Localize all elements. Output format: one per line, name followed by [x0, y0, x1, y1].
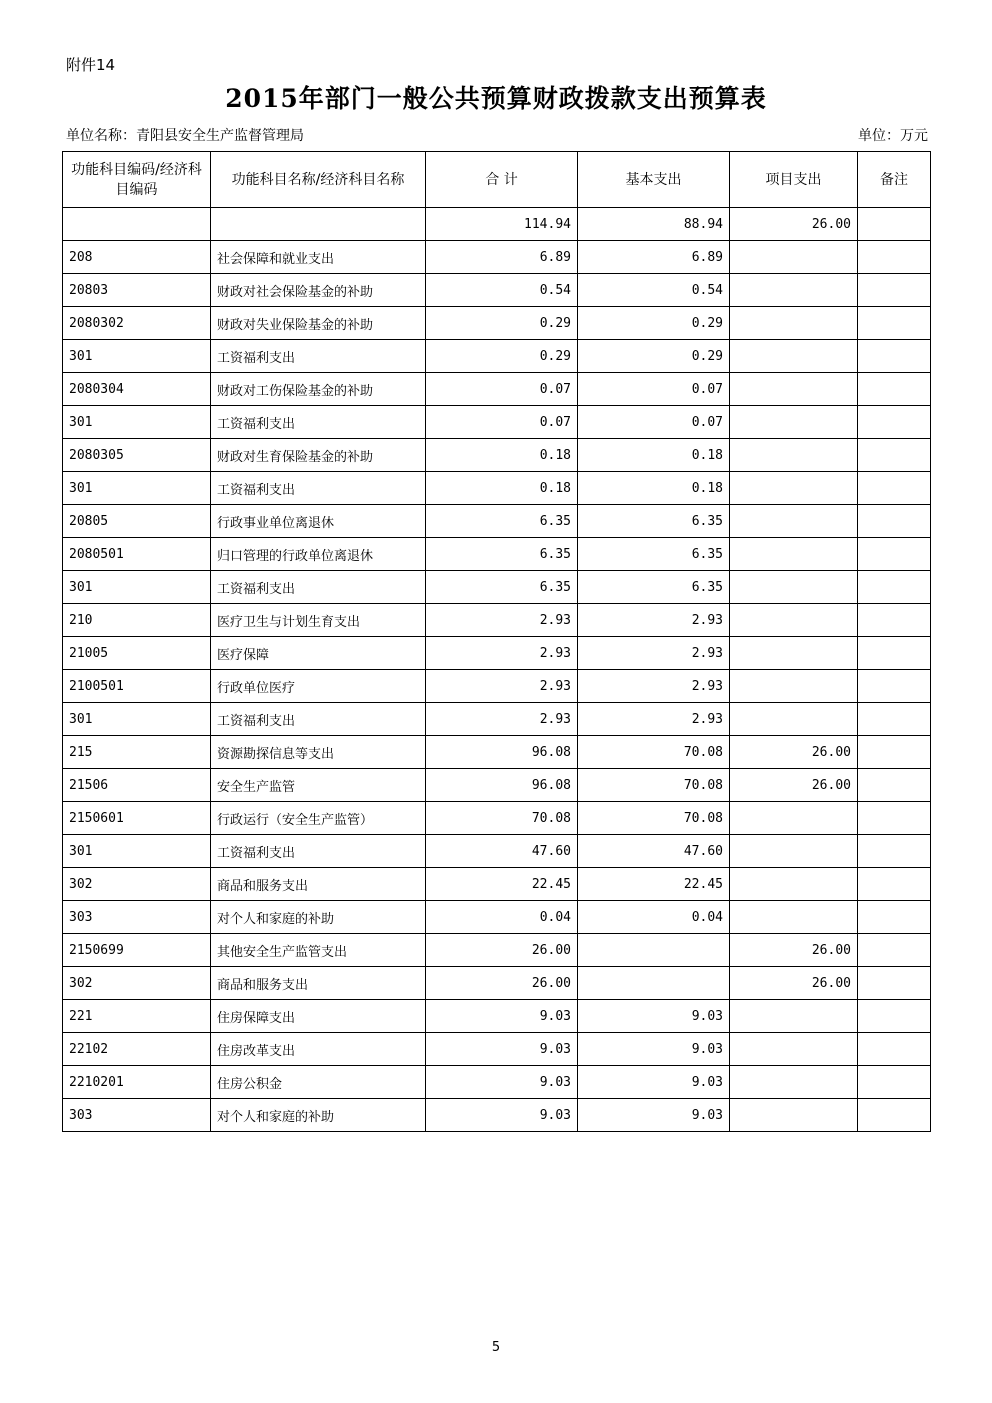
- cell-basic: 2.93: [578, 670, 730, 703]
- cell-project: [730, 406, 858, 439]
- cell-basic: 88.94: [578, 208, 730, 241]
- table-row: [63, 1033, 931, 1066]
- cell-project: [730, 307, 858, 340]
- table-row: [63, 901, 931, 934]
- table-row: [63, 538, 931, 571]
- table-row: [63, 505, 931, 538]
- cell-remark: [858, 307, 931, 340]
- table-row: [63, 208, 931, 241]
- cell-name: 工资福利支出: [211, 472, 426, 505]
- cell-total: 0.04: [426, 901, 578, 934]
- cell-project: [730, 571, 858, 604]
- cell-code: 301: [63, 703, 211, 736]
- attachment-label: 附件14: [66, 56, 116, 74]
- cell-project: [730, 505, 858, 538]
- cell-total: 6.89: [426, 241, 578, 274]
- cell-code: 303: [63, 901, 211, 934]
- table-row: [63, 802, 931, 835]
- cell-name: 行政事业单位离退休: [211, 505, 426, 538]
- cell-remark: [858, 538, 931, 571]
- table-row: [63, 340, 931, 373]
- table-header: [63, 152, 931, 208]
- cell-project: [730, 241, 858, 274]
- cell-total: 9.03: [426, 1033, 578, 1066]
- cell-basic: 0.18: [578, 439, 730, 472]
- cell-basic: 9.03: [578, 1033, 730, 1066]
- cell-project: [730, 340, 858, 373]
- cell-total: 6.35: [426, 505, 578, 538]
- cell-remark: [858, 967, 931, 1000]
- cell-total: 2.93: [426, 670, 578, 703]
- cell-code: 303: [63, 1099, 211, 1132]
- cell-code: 2080501: [63, 538, 211, 571]
- cell-code: 2080302: [63, 307, 211, 340]
- cell-code: 2080305: [63, 439, 211, 472]
- cell-project: 26.00: [730, 208, 858, 241]
- cell-project: 26.00: [730, 934, 858, 967]
- cell-name: 行政运行（安全生产监管）: [211, 802, 426, 835]
- cell-name: 对个人和家庭的补助: [211, 901, 426, 934]
- unit-measure-label: 单位：万元: [858, 128, 928, 144]
- table-row: [63, 274, 931, 307]
- page-title: 2015年部门一般公共预算财政拨款支出预算表: [225, 84, 767, 113]
- cell-project: [730, 604, 858, 637]
- cell-basic: 0.29: [578, 340, 730, 373]
- cell-name: 住房公积金: [211, 1066, 426, 1099]
- cell-remark: [858, 439, 931, 472]
- column-header-project: 项目支出: [730, 152, 858, 208]
- cell-remark: [858, 901, 931, 934]
- cell-name: [211, 208, 426, 241]
- cell-remark: [858, 637, 931, 670]
- cell-basic: 9.03: [578, 1099, 730, 1132]
- table-row: [63, 373, 931, 406]
- cell-remark: [858, 472, 931, 505]
- cell-name: 归口管理的行政单位离退休: [211, 538, 426, 571]
- cell-total: 0.18: [426, 439, 578, 472]
- cell-total: 9.03: [426, 1066, 578, 1099]
- meta-row: [66, 125, 928, 145]
- cell-code: 215: [63, 736, 211, 769]
- cell-project: [730, 901, 858, 934]
- cell-remark: [858, 340, 931, 373]
- cell-basic: 70.08: [578, 769, 730, 802]
- cell-remark: [858, 1099, 931, 1132]
- cell-name: 住房改革支出: [211, 1033, 426, 1066]
- cell-name: 住房保障支出: [211, 1000, 426, 1033]
- cell-name: 资源勘探信息等支出: [211, 736, 426, 769]
- cell-total: 9.03: [426, 1000, 578, 1033]
- cell-remark: [858, 406, 931, 439]
- table-row: [63, 934, 931, 967]
- cell-project: [730, 472, 858, 505]
- cell-project: 26.00: [730, 967, 858, 1000]
- cell-total: 70.08: [426, 802, 578, 835]
- cell-code: 221: [63, 1000, 211, 1033]
- cell-total: 96.08: [426, 769, 578, 802]
- table-row: [63, 307, 931, 340]
- cell-basic: 0.07: [578, 373, 730, 406]
- cell-basic: 2.93: [578, 604, 730, 637]
- cell-basic: [578, 967, 730, 1000]
- cell-code: 302: [63, 868, 211, 901]
- cell-name: 工资福利支出: [211, 703, 426, 736]
- cell-name: 财政对社会保险基金的补助: [211, 274, 426, 307]
- cell-project: [730, 1033, 858, 1066]
- table-row: [63, 703, 931, 736]
- page-number: 5: [491, 1340, 501, 1355]
- cell-project: [730, 703, 858, 736]
- cell-basic: 70.08: [578, 736, 730, 769]
- cell-name: 医疗卫生与计划生育支出: [211, 604, 426, 637]
- cell-remark: [858, 1000, 931, 1033]
- table-row: [63, 604, 931, 637]
- cell-remark: [858, 802, 931, 835]
- cell-code: 2150699: [63, 934, 211, 967]
- table-row: [63, 1066, 931, 1099]
- cell-remark: [858, 934, 931, 967]
- cell-remark: [858, 604, 931, 637]
- cell-total: 2.93: [426, 703, 578, 736]
- column-header-basic: 基本支出: [578, 152, 730, 208]
- cell-basic: 22.45: [578, 868, 730, 901]
- cell-basic: 0.29: [578, 307, 730, 340]
- table-row: [63, 241, 931, 274]
- cell-remark: [858, 868, 931, 901]
- cell-remark: [858, 1033, 931, 1066]
- cell-code: 21005: [63, 637, 211, 670]
- column-header-remark: 备注: [858, 152, 931, 208]
- cell-code: 2100501: [63, 670, 211, 703]
- cell-basic: 2.93: [578, 703, 730, 736]
- cell-basic: 9.03: [578, 1000, 730, 1033]
- cell-remark: [858, 274, 931, 307]
- cell-total: 6.35: [426, 538, 578, 571]
- cell-total: 2.93: [426, 604, 578, 637]
- cell-code: 2210201: [63, 1066, 211, 1099]
- cell-code: 301: [63, 835, 211, 868]
- cell-name: 行政单位医疗: [211, 670, 426, 703]
- table-row: [63, 472, 931, 505]
- table-row: [63, 868, 931, 901]
- cell-basic: 47.60: [578, 835, 730, 868]
- cell-basic: 0.07: [578, 406, 730, 439]
- cell-total: 26.00: [426, 934, 578, 967]
- table-row: [63, 967, 931, 1000]
- cell-code: 301: [63, 571, 211, 604]
- cell-project: [730, 373, 858, 406]
- cell-remark: [858, 670, 931, 703]
- cell-remark: [858, 736, 931, 769]
- cell-basic: 6.35: [578, 538, 730, 571]
- cell-code: 302: [63, 967, 211, 1000]
- table-row: [63, 637, 931, 670]
- cell-code: 210: [63, 604, 211, 637]
- cell-basic: 6.89: [578, 241, 730, 274]
- column-header-code: 功能科目编码/经济科目编码: [63, 152, 211, 208]
- cell-remark: [858, 703, 931, 736]
- cell-remark: [858, 571, 931, 604]
- cell-name: 其他安全生产监管支出: [211, 934, 426, 967]
- cell-remark: [858, 208, 931, 241]
- cell-total: 0.07: [426, 373, 578, 406]
- cell-name: 工资福利支出: [211, 406, 426, 439]
- cell-code: [63, 208, 211, 241]
- cell-project: [730, 1000, 858, 1033]
- cell-total: 114.94: [426, 208, 578, 241]
- cell-remark: [858, 835, 931, 868]
- cell-basic: 2.93: [578, 637, 730, 670]
- cell-remark: [858, 769, 931, 802]
- column-header-name: 功能科目名称/经济科目名称: [211, 152, 426, 208]
- cell-total: 6.35: [426, 571, 578, 604]
- cell-name: 财政对失业保险基金的补助: [211, 307, 426, 340]
- cell-total: 0.18: [426, 472, 578, 505]
- cell-basic: [578, 934, 730, 967]
- cell-basic: 6.35: [578, 571, 730, 604]
- table-row: [63, 769, 931, 802]
- table-row: [63, 736, 931, 769]
- cell-total: 2.93: [426, 637, 578, 670]
- cell-basic: 6.35: [578, 505, 730, 538]
- cell-code: 301: [63, 340, 211, 373]
- cell-remark: [858, 241, 931, 274]
- cell-name: 医疗保障: [211, 637, 426, 670]
- cell-project: [730, 670, 858, 703]
- cell-total: 96.08: [426, 736, 578, 769]
- cell-project: [730, 1066, 858, 1099]
- budget-table: [62, 151, 931, 1132]
- cell-name: 安全生产监管: [211, 769, 426, 802]
- cell-total: 26.00: [426, 967, 578, 1000]
- cell-total: 0.07: [426, 406, 578, 439]
- cell-code: 21506: [63, 769, 211, 802]
- cell-project: [730, 439, 858, 472]
- table-header-row: [63, 152, 931, 208]
- cell-project: [730, 802, 858, 835]
- cell-basic: 0.54: [578, 274, 730, 307]
- table-row: [63, 835, 931, 868]
- cell-total: 0.54: [426, 274, 578, 307]
- cell-code: 20805: [63, 505, 211, 538]
- cell-remark: [858, 1066, 931, 1099]
- table-row: [63, 1099, 931, 1132]
- cell-code: 2150601: [63, 802, 211, 835]
- cell-total: 22.45: [426, 868, 578, 901]
- cell-total: 0.29: [426, 340, 578, 373]
- table-row: [63, 439, 931, 472]
- cell-total: 0.29: [426, 307, 578, 340]
- cell-name: 工资福利支出: [211, 571, 426, 604]
- column-header-total: 合 计: [426, 152, 578, 208]
- cell-total: 9.03: [426, 1099, 578, 1132]
- cell-name: 社会保障和就业支出: [211, 241, 426, 274]
- cell-basic: 70.08: [578, 802, 730, 835]
- cell-name: 财政对生育保险基金的补助: [211, 439, 426, 472]
- table-row: [63, 406, 931, 439]
- cell-name: 财政对工伤保险基金的补助: [211, 373, 426, 406]
- cell-total: 47.60: [426, 835, 578, 868]
- cell-project: [730, 1099, 858, 1132]
- cell-project: [730, 637, 858, 670]
- cell-project: [730, 538, 858, 571]
- cell-code: 301: [63, 406, 211, 439]
- table-row: [63, 670, 931, 703]
- cell-basic: 0.18: [578, 472, 730, 505]
- cell-code: 2080304: [63, 373, 211, 406]
- cell-basic: 9.03: [578, 1066, 730, 1099]
- cell-name: 工资福利支出: [211, 835, 426, 868]
- table-row: [63, 1000, 931, 1033]
- table-row: [63, 571, 931, 604]
- cell-project: [730, 868, 858, 901]
- cell-name: 对个人和家庭的补助: [211, 1099, 426, 1132]
- cell-code: 301: [63, 472, 211, 505]
- cell-project: [730, 274, 858, 307]
- cell-project: 26.00: [730, 736, 858, 769]
- cell-name: 工资福利支出: [211, 340, 426, 373]
- cell-basic: 0.04: [578, 901, 730, 934]
- cell-remark: [858, 505, 931, 538]
- cell-project: 26.00: [730, 769, 858, 802]
- cell-project: [730, 835, 858, 868]
- table-body: [63, 208, 931, 1132]
- unit-name-label: 单位名称：青阳县安全生产监督管理局: [66, 128, 304, 144]
- cell-remark: [858, 373, 931, 406]
- cell-code: 208: [63, 241, 211, 274]
- cell-name: 商品和服务支出: [211, 868, 426, 901]
- cell-code: 20803: [63, 274, 211, 307]
- cell-code: 22102: [63, 1033, 211, 1066]
- cell-name: 商品和服务支出: [211, 967, 426, 1000]
